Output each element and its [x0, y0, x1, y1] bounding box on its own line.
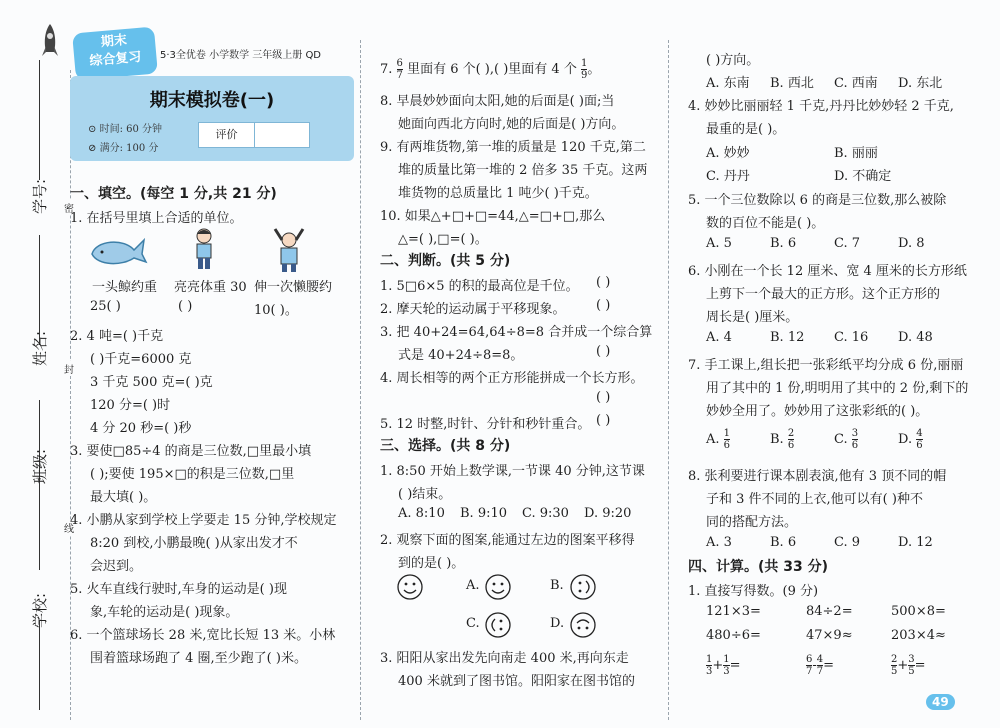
calc-item[interactable]: 84÷2= — [806, 604, 853, 619]
question-text: 1. 8:50 开始上数学课,一节课 40 分钟,这节课 — [380, 464, 645, 479]
option-d[interactable]: D. 12 — [898, 535, 933, 550]
choice-options — [398, 506, 631, 521]
stretch-person-icon — [272, 228, 306, 276]
question-text: 9. 有两堆货物,第一堆的质量是 120 千克,第二 — [380, 140, 646, 155]
smiley-face-original-icon — [396, 573, 424, 605]
choice-options — [706, 535, 933, 550]
question-text[interactable]: 4 分 20 秒=( )秒 — [90, 421, 192, 436]
question-text: 8. 张利要进行课本剧表演,他有 3 顶不同的帽 — [688, 469, 947, 484]
question-text: 用了其中的 1 份,明明用了其中的 2 份,剩下的 — [706, 381, 969, 396]
calc-item[interactable]: 47×9≈ — [806, 628, 853, 643]
option-b[interactable]: B. $\frac{2}{6}$ — [770, 428, 795, 451]
option-c[interactable]: C. 7 — [834, 236, 861, 251]
title-card — [70, 76, 354, 161]
judge-item: 式是 40+24÷8=8。 — [398, 348, 524, 363]
option-a[interactable]: A. 4 — [706, 330, 732, 345]
q1-item: 亮亮体重 30 — [174, 280, 247, 295]
whale-icon — [88, 232, 148, 274]
question-text: 3. 阳阳从家出发先向南走 400 米,再向东走 — [380, 651, 629, 666]
upside-down-face-option-d-icon[interactable] — [569, 611, 597, 643]
question-text[interactable]: 数的百位不能是( )。 — [706, 216, 825, 231]
judge-item: 3. 把 40+24=64,64÷8=8 合并成一个综合算 — [380, 325, 653, 340]
section-multiple-choice: 三、选择。(共 8 分) — [380, 438, 511, 454]
choice-options — [706, 72, 942, 91]
question-text: 1. 直接写得数。(9 分) — [688, 584, 819, 599]
option-c[interactable]: C. 9 — [834, 535, 861, 550]
option-b[interactable]: B. 9:10 — [460, 506, 508, 521]
choice-options — [706, 165, 891, 184]
option-a[interactable]: A. 妙妙 — [706, 146, 750, 161]
option-d[interactable]: D. 48 — [898, 330, 933, 345]
option-d[interactable]: D. 9:20 — [584, 506, 632, 521]
question-text[interactable]: 到的是( )。 — [398, 556, 465, 571]
judge-item: 2. 摩天轮的运动属于平移现象。 — [380, 302, 566, 317]
question-text[interactable]: 堆货物的总质量比 1 吨少( )千克。 — [398, 186, 598, 201]
calc-row — [706, 628, 946, 643]
section-fill-blanks: 一、填空。(每空 1 分,共 21 分) — [70, 186, 277, 202]
calc-item[interactable]: 480÷6= — [706, 628, 761, 643]
review-badge: 期末 综合复习 — [72, 27, 158, 81]
rocket-icon — [40, 22, 60, 66]
page-number-badge — [926, 694, 955, 710]
question-text[interactable]: △=( ),□=( )。 — [398, 232, 488, 247]
time-info: ⊙ 时间: 60 分钟 — [88, 124, 163, 135]
question-text[interactable]: 周长是( )厘米。 — [706, 310, 799, 325]
option-b[interactable]: B. — [550, 578, 564, 593]
question-text[interactable]: 8:20 到校,小鹏最晚( )从家出发才不 — [90, 536, 298, 551]
question-text: 3. 要使□85÷4 的商是三位数,□里最小填 — [70, 444, 312, 459]
option-c[interactable]: C. — [466, 616, 480, 631]
judge-item: 1. 5□6×5 的积的最高位是千位。 — [380, 279, 579, 294]
question-text[interactable]: 120 分=( )时 — [90, 398, 171, 413]
calc-item[interactable]: $\frac{1}{3}$ + $\frac{1}{3}$ = — [706, 654, 741, 677]
option-c[interactable]: C. 西南 — [834, 76, 878, 91]
question-text: 400 米就到了图书馆。阳阳家在图书馆的 — [398, 674, 635, 689]
fraction: $\frac{1}{9}$ — [580, 58, 588, 81]
calc-item[interactable]: $\frac{2}{5}$ + $\frac{3}{5}$ = — [891, 654, 926, 677]
clock-icon: ⊙ — [88, 124, 97, 135]
question-text[interactable]: 3 千克 500 克=( )克 — [90, 375, 213, 390]
question-text[interactable]: 象,车轮的运动是( )现象。 — [90, 605, 239, 620]
series-title: 5·3全优卷 小学数学 三年级上册 QD — [160, 50, 322, 61]
question-text: 2. 观察下面的图案,能通过左边的图案平移得 — [380, 533, 635, 548]
check-icon: ⊘ — [88, 143, 97, 154]
option-c[interactable]: C. 丹丹 — [706, 169, 750, 184]
answer-blank[interactable]: 25( ) — [90, 299, 121, 314]
question-text[interactable]: 围着篮球场跑了 4 圈,至少跑了( )米。 — [90, 651, 307, 666]
boy-icon — [191, 228, 217, 274]
calc-item[interactable]: 203×4≈ — [891, 628, 946, 643]
question-text[interactable]: ( )千克=6000 克 — [90, 352, 192, 367]
q1-item: 一头鲸约重 — [92, 280, 158, 295]
option-b[interactable]: B. 西北 — [770, 76, 814, 91]
option-d[interactable]: D. 不确定 — [834, 169, 892, 184]
question-text: 6. 小刚在一个长 12 厘米、宽 4 厘米的长方形纸 — [688, 264, 967, 279]
option-c[interactable]: C. $\frac{3}{6}$ — [834, 428, 859, 451]
question-text: 10. 如果△+□+□=44,△=□+□,那么 — [380, 209, 606, 224]
option-c[interactable]: C. 16 — [834, 330, 869, 345]
smiley-face-option-a-icon[interactable] — [484, 573, 512, 605]
calc-row — [706, 604, 946, 619]
section-calculation: 四、计算。(共 33 分) — [688, 559, 829, 575]
calc-item[interactable]: $\frac{6}{7}$ - $\frac{4}{7}$ = — [806, 654, 835, 677]
class-label: 班级: — [31, 448, 50, 485]
question-text[interactable]: 妙妙全用了。妙妙用了这张彩纸的( )。 — [706, 404, 929, 419]
evaluation-box: 评价 — [198, 122, 310, 148]
name-label: 姓名: — [31, 330, 50, 367]
judge-item: 4. 周长相等的两个正方形能拼成一个长方形。 — [380, 371, 644, 386]
option-b[interactable]: B. 12 — [770, 330, 805, 345]
question-text: 同的搭配方法。 — [706, 515, 798, 530]
question-7: 7. $\frac{6}{7}$ 里面有 6 个( ),( )里面有 4 个 $\frac{1}{9}$ 。 — [380, 58, 601, 81]
page-number: 49 — [932, 695, 949, 709]
section-true-false: 二、判断。(共 5 分) — [380, 253, 511, 269]
judge-answer-blank[interactable]: ( ) — [596, 344, 611, 359]
option-a[interactable]: A. 东南 — [706, 76, 750, 91]
choice-options — [706, 142, 878, 161]
question-text[interactable]: ( )结束。 — [398, 487, 452, 502]
option-d[interactable]: D. — [550, 616, 565, 631]
option-d[interactable]: D. 8 — [898, 236, 925, 251]
seal-mark-feng: 封 — [64, 361, 74, 376]
question-text[interactable]: ( );要使 195×□的积是三位数,□里 — [90, 467, 295, 482]
calc-item[interactable]: 121×3= — [706, 604, 761, 619]
question-text: 会迟到。 — [90, 559, 143, 574]
choice-options — [706, 428, 923, 451]
judge-answer-blank[interactable]: ( ) — [596, 413, 611, 428]
question-text: 4. 小鹏从家到学校上学要走 15 分钟,学校规定 — [70, 513, 337, 528]
option-b[interactable]: B. 丽丽 — [834, 146, 878, 161]
question-text: 7. 手工课上,组长把一张彩纸平均分成 6 份,丽丽 — [688, 358, 964, 373]
question-text: 6. 一个篮球场长 28 米,宽比长短 13 米。小林 — [70, 628, 336, 643]
score-info: ⊘ 满分: 100 分 — [88, 143, 159, 154]
question-text[interactable]: ( )方向。 — [706, 53, 760, 68]
calc-item[interactable]: 500×8= — [891, 604, 946, 619]
question-text: 1. 在括号里填上合适的单位。 — [70, 211, 243, 226]
question-text[interactable]: 5. 火车直线行驶时,车身的运动是( )现 — [70, 582, 287, 597]
answer-blank[interactable]: ( ) — [178, 299, 193, 314]
judge-answer-blank[interactable]: ( ) — [596, 275, 611, 290]
seal-mark-xian: 线 — [64, 520, 74, 535]
option-b[interactable]: B. 6 — [770, 236, 797, 251]
page-title: 期末模拟卷(一) — [149, 90, 275, 111]
judge-answer-blank[interactable]: ( ) — [596, 298, 611, 313]
question-text: 上剪下一个最大的正方形。这个正方形的 — [706, 287, 941, 302]
fraction: $\frac{6}{7}$ — [396, 58, 403, 81]
rotated-face-option-b-icon[interactable] — [569, 573, 597, 605]
student-id-label: 学号: — [31, 178, 50, 215]
choice-options — [706, 330, 933, 345]
question-text[interactable]: 2. 4 吨=( )千克 — [70, 329, 164, 344]
option-a[interactable]: A. 5 — [706, 236, 732, 251]
question-text: 堆的质量比第一堆的 2 倍多 35 千克。这两 — [398, 163, 648, 178]
option-a[interactable]: A. — [466, 578, 480, 593]
question-text: 4. 妙妙比丽丽轻 1 千克,丹丹比妙妙轻 2 千克, — [688, 99, 954, 114]
option-a[interactable]: A. 8:10 — [398, 506, 445, 521]
question-text[interactable]: 最大填( )。 — [90, 490, 157, 505]
question-text[interactable]: 8. 早晨妙妙面向太阳,她的后面是( )面;当 — [380, 94, 615, 109]
question-text[interactable]: 最重的是( )。 — [706, 122, 786, 137]
choice-options — [706, 236, 925, 251]
rotated-face-option-c-icon[interactable] — [484, 611, 512, 643]
answer-blank[interactable]: 10( )。 — [254, 303, 298, 318]
option-d[interactable]: D. 东北 — [898, 76, 943, 91]
question-text[interactable]: 子和 3 件不同的上衣,他可以有( )种不 — [706, 492, 923, 507]
seal-mark-mi: 密 — [64, 200, 74, 215]
option-a[interactable]: A. $\frac{1}{6}$ — [706, 428, 731, 451]
school-label: 学校: — [31, 592, 50, 629]
calc-row — [706, 654, 926, 677]
option-c[interactable]: C. 9:30 — [522, 506, 569, 521]
question-text[interactable]: 她面向西北方向时,她的后面是( )方向。 — [398, 117, 625, 132]
judge-answer-blank[interactable]: ( ) — [596, 390, 611, 405]
option-d[interactable]: D. $\frac{4}{6}$ — [898, 428, 923, 451]
question-text: 5. 一个三位数除以 6 的商是三位数,那么被除 — [688, 193, 947, 208]
option-b[interactable]: B. 6 — [770, 535, 797, 550]
option-a[interactable]: A. 3 — [706, 535, 732, 550]
q1-item: 伸一次懒腰约 — [254, 280, 333, 295]
judge-item: 5. 12 时整,时针、分针和秒针重合。 — [380, 417, 591, 432]
